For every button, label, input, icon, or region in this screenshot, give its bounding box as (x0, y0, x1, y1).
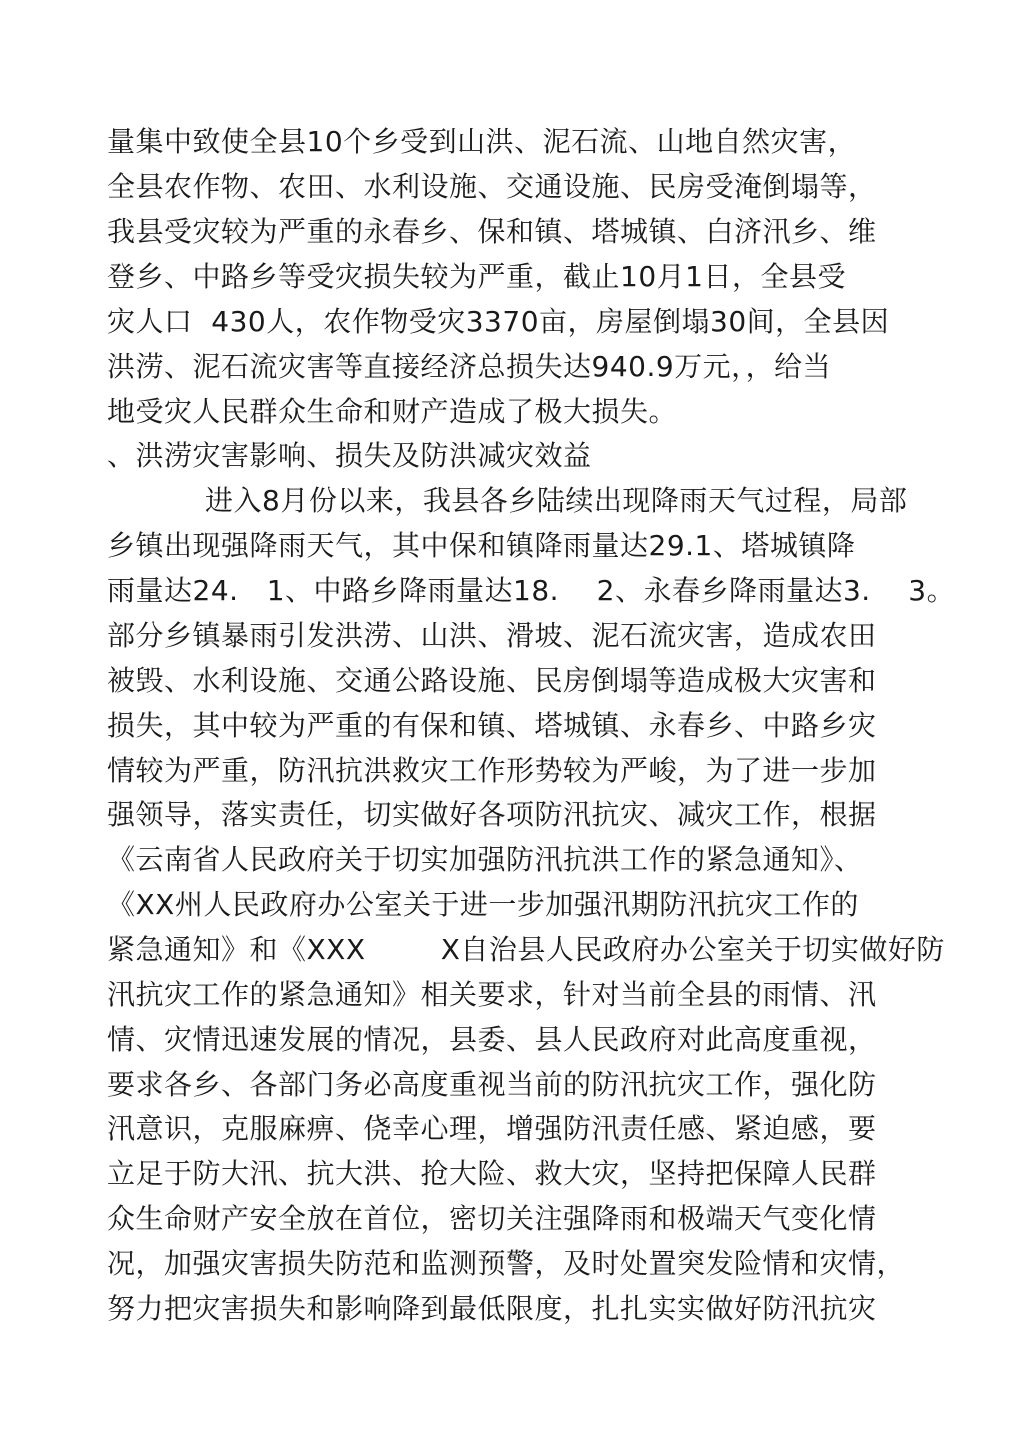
text-line-12: 部分乡镇暴雨引发洪涝、山洪、滑坡、泥石流灾害，造成农田 (107, 619, 877, 652)
section-heading: 、洪涝灾害影响、损失及防洪减灾效益 (107, 439, 592, 472)
text-line-7: 地受灾人民群众生命和财产造成了极大损失。 (107, 395, 678, 428)
text-line-27: 努力把灾害损失和影响降到最低限度，扎扎实实做好防汛抗灾 (107, 1292, 877, 1325)
text-line-17: 《云南省人民政府关于切实加强防汛抗洪工作的紧急通知》、 (107, 843, 863, 876)
text-line-4: 登乡、中路乡等受灾损失较为严重，截止10月1日，全县受 (107, 260, 846, 293)
text-line-5: 灾人口 430人，农作物受灾3370亩，房屋倒塌30间，全县因 (107, 305, 890, 338)
text-line-6: 洪涝、泥石流灾害等直接经济总损失达940.9万元，，给当 (107, 350, 832, 383)
text-line-13: 被毁、水利设施、交通公路设施、民房倒塌等造成极大灾害和 (107, 664, 877, 697)
text-line-26: 况，加强灾害损失防范和监测预警，及时处置突发险情和灾情， (107, 1247, 906, 1280)
text-line-1: 量集中致使全县10个乡受到山洪、泥石流、山地自然灾害， (107, 125, 857, 158)
text-line-2: 全县农作物、农田、水利设施、交通设施、民房受淹倒塌等， (107, 170, 877, 203)
text-line-19: 紧急通知》和《XXX X自治县人民政府办公室关于切实做好防 (107, 933, 945, 966)
text-line-18: 《XX州人民政府办公室关于进一步加强汛期防汛抗灾工作的 (107, 888, 859, 921)
text-line-11: 雨量达24. 1、中路乡降雨量达18. 2、永春乡降雨量达3. 3。 (107, 574, 956, 607)
text-line-22: 要求各乡、各部门务必高度重视当前的防汛抗灾工作，强化防 (107, 1068, 877, 1101)
text-line-25: 众生命财产安全放在首位，密切关注强降雨和极端天气变化情 (107, 1202, 877, 1235)
text-line-24: 立足于防大汛、抗大洪、抢大险、救大灾，坚持把保障人民群 (107, 1157, 877, 1190)
text-line-10: 乡镇出现强降雨天气，其中保和镇降雨量达29.1、塔城镇降 (107, 529, 856, 562)
text-line-15: 情较为严重，防汛抗洪救灾工作形势较为严峻，为了进一步加 (107, 754, 877, 787)
text-line-20: 汛抗灾工作的紧急通知》相关要求，针对当前全县的雨情、汛 (107, 978, 877, 1011)
text-line-14: 损失，其中较为严重的有保和镇、塔城镇、永春乡、中路乡灾 (107, 709, 877, 742)
text-line-9: 进入8月份以来，我县各乡陆续出现降雨天气过程，局部 (205, 484, 908, 517)
text-line-23: 汛意识，克服麻痹、侥幸心理，增强防汛责任感、紧迫感，要 (107, 1112, 877, 1145)
text-line-16: 强领导，落实责任，切实做好各项防汛抗灾、减灾工作，根据 (107, 798, 877, 831)
text-line-3: 我县受灾较为严重的永春乡、保和镇、塔城镇、白济汛乡、维 (107, 215, 877, 248)
text-line-21: 情、灾情迅速发展的情况，县委、县人民政府对此高度重视， (107, 1023, 877, 1056)
